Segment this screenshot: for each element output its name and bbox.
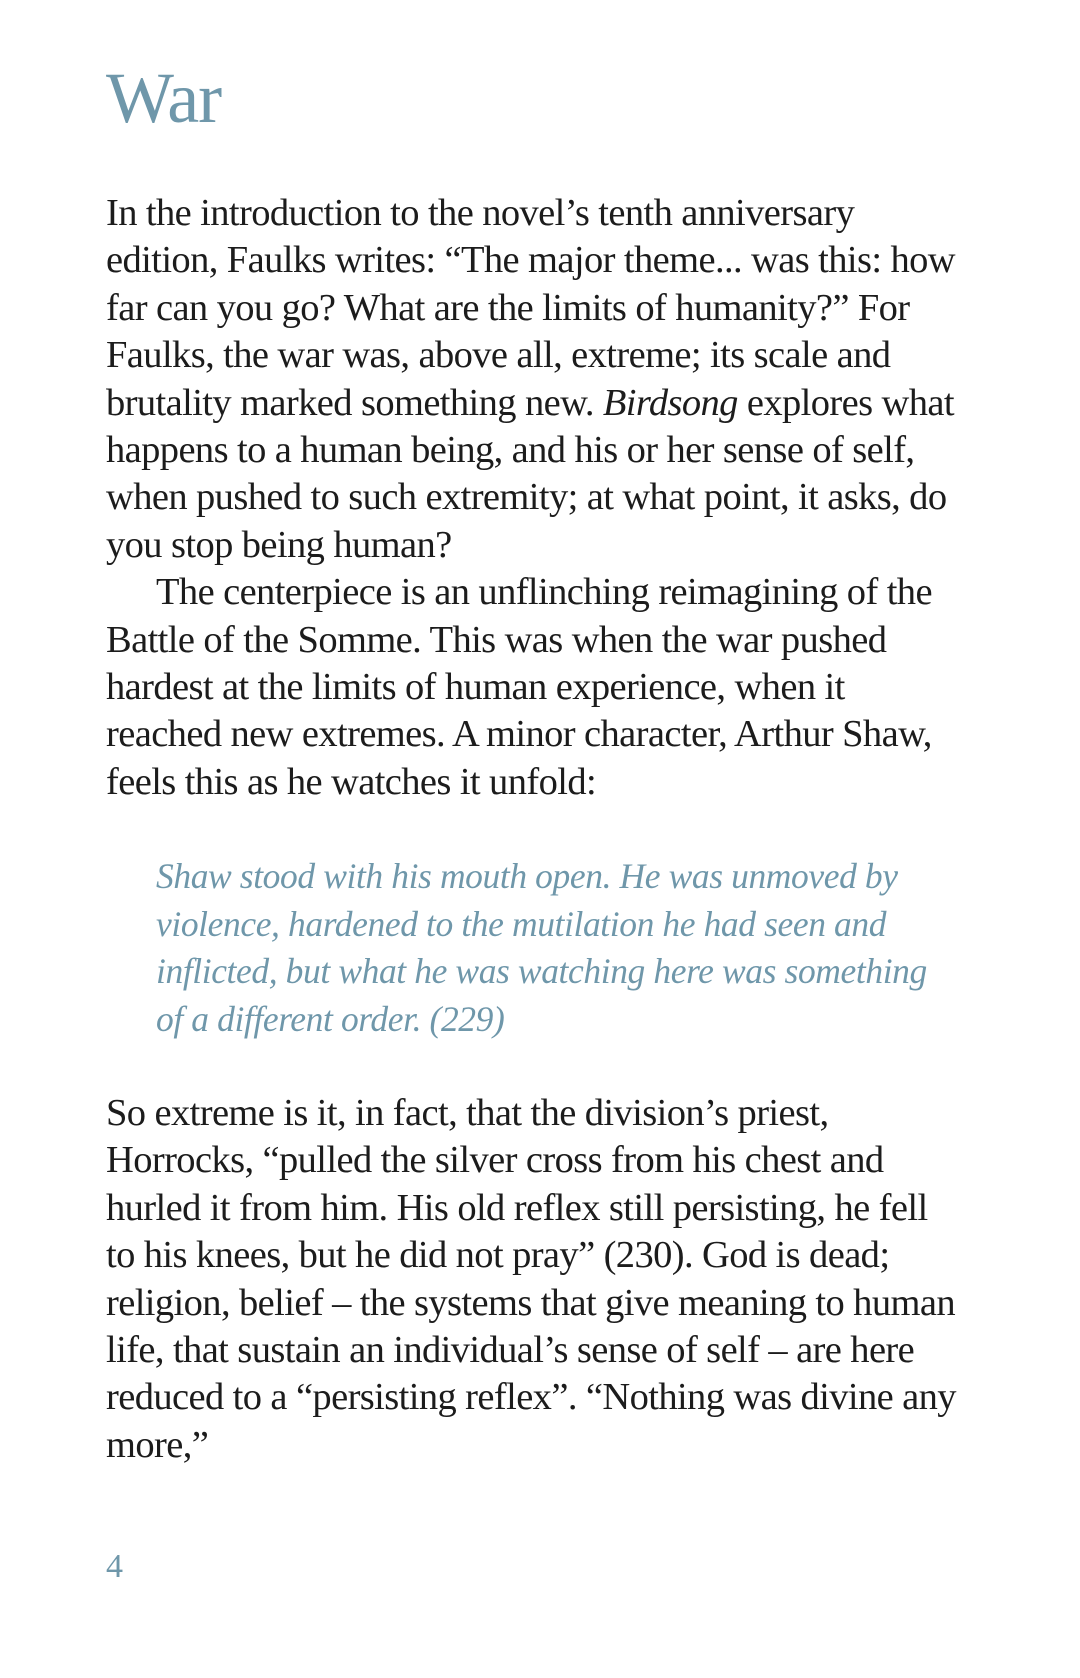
page-number: 4 (106, 1548, 123, 1585)
paragraph-intro (106, 190, 956, 569)
paragraph-intro-part1: In the introduction to the novel’s tenth anniversary edition, Faulks writes: “The major theme... was this: how far can you go? What are the limits of humanity?” For Faulks, the war was, above all, extreme; its scale and brutality marked something new. (106, 192, 956, 424)
paragraph-intro-part2: explores what happens to a human being, and his or her sense of self, when pushed to such extremity; at what point, it asks, do you stop being human? (106, 381, 954, 566)
paragraph-horrocks: So extreme is it, in fact, that the division’s priest, Horrocks, “pulled the silver cross from his chest and hurled it from him. His old reflex still persisting, he fell to his knees, but he did not pray” (230). God is dead; religion, belief – the systems that give meaning to human life, that sustain an individual’s sense of self – are here reduced to a “persisting reflex”. “Nothing was divine any more,” (106, 1091, 956, 1466)
body-text (106, 190, 956, 1469)
book-title: Birdsong (602, 381, 738, 424)
paragraph-somme: The centerpiece is an unflinching reimagining of the Battle of the Somme. This was when the war pushed hardest at the limits of human experience, when it reached new extremes. A minor character, Arthur Shaw, feels this as he watches it unfold: (106, 571, 932, 803)
block-quote: Shaw stood with his mouth open. He was unmoved by violence, hardened to the mutilation he had seen and inflicted, but what he was watching here was something of a different order. (229) (156, 856, 927, 1039)
chapter-heading: War (106, 58, 222, 138)
